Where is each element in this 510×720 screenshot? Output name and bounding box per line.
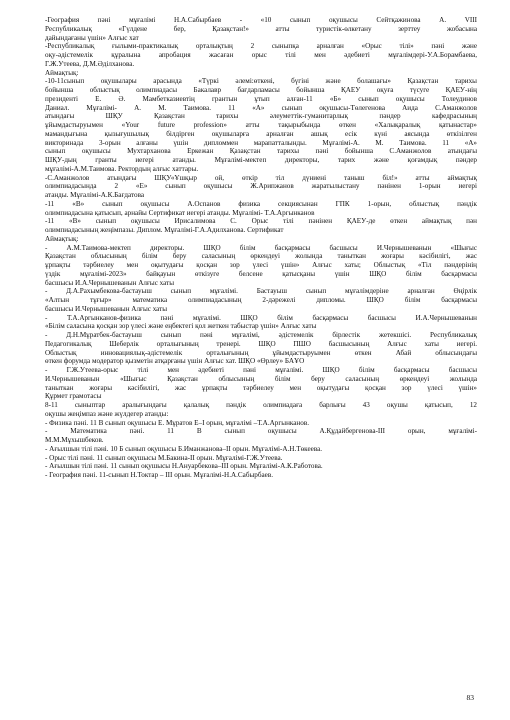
text-line: ШҚУ-дың гранты иегері атанды. Мұғалімі-мектеп директоры, тарих және қоғамдық пәндер bbox=[45, 156, 477, 164]
text-line: оқу-әдістемелік құралына апробация жасаған орыс тілі мен әдебиеті мұғалімдері-У.А.Борамбаева, bbox=[45, 51, 477, 59]
text-line: - Математика пәні. 11 В сынып оқушысы А.Құдайбергенова-III орын, мұғалімі- bbox=[45, 427, 477, 436]
text-line: өткен форумда модератор қызметін атқарғаны үшін Алғыс хат. ШҚО «Өрлеу» БАҰО bbox=[45, 357, 305, 366]
text-line: -10-11сынып оқушылары арасында «Түркі әлемі:өткені, бүгіні және болашағы» Қазақстан тарихы bbox=[45, 77, 477, 86]
text-line: Облыстық инновациялық-әдістемелік орталығының ұйымдастыруымен өткен Абай облысындағы bbox=[45, 348, 477, 357]
text-line: бойынша облыстық олимпиадасы Бакалавр бағдарламасы бойынша ҚАЕУ оқуға түсуге ҚАЕУ-нің bbox=[45, 86, 477, 94]
text-line: И.Чернышеванын «Шығыс Қазақстан облысының білім беру саласының өркендеуі жолында bbox=[45, 374, 477, 383]
text-line: таныткан жоғары кәсібилігі, жас ұрпақты тәрбиелеу мен оқытудағы қосқан зор үлесі үшін» bbox=[45, 383, 477, 392]
text-line: Аймақтық: bbox=[45, 234, 79, 243]
text-line: - Г.Ж.Утеева-орыс тілі мен әдебиеті пәні мұғалімі. ШҚО білім басқармасы басшысы bbox=[45, 366, 477, 374]
text-line: 8-11 сыныптар аралығындағы қалалық пәндік олимпиадаға барлығы 43 оқушы қатысып, 12 bbox=[45, 401, 477, 409]
text-line: Даниал. Мұғалімі- А. М. Таимова. 11 «А» сынып оқушысы-Төлегенова Аида С.Аманжолов bbox=[45, 103, 477, 112]
text-line: -11 «В» сынып оқушысы Ирисалимова С. Орыс тілі пәнінен ҚАЕУ-де өткен аймақтық пән bbox=[45, 217, 477, 226]
text-line: -11 «В» сынып оқушысы А.Оспанов физика секциясынан ГПК 1-орын, облыстық пәндік bbox=[45, 199, 477, 208]
text-line: Г.Ж.Утеева, Д.М.Әділханова. bbox=[45, 59, 135, 68]
text-line: Республикалық «Гүлдене бер, Қазақстан!» атты туристік-өлкетану зерттеу жобасына bbox=[45, 24, 477, 33]
text-line: басшысы И.А.Чернышеванын Алғыс хаты bbox=[45, 278, 175, 287]
text-line: оқушы жеңімпаз және жүлдегер атанды: bbox=[45, 409, 169, 418]
text-line: -С.Аманжолов атындағы ШҚУ«Ұшқыр ой, өткір тіл дүниені таныш біл!» атты аймақтық bbox=[45, 173, 477, 182]
text-line: дайындағаны үшін» Алғыс хат bbox=[45, 33, 139, 42]
text-line: мұғалімі-А.М.Таимова. Ректордың алғыс хаттары. bbox=[45, 164, 199, 173]
text-line: «Білім саласына қосқан зор үлесі және еңбектегі қол жеткен табыстар үшін» Алғыс хаты bbox=[45, 322, 317, 331]
text-line: - Ағылшын тілі пәні. 11 сынып оқушысы Н.Ануарбекова–III орын. Мұғалімі-А.К.Работова. bbox=[45, 462, 323, 471]
text-line: Педагогикалық Шеберлік орталығының тренері. ШҚО ПШО басшысының Алғыс хаты иегері. bbox=[45, 339, 477, 348]
text-line: Қазақстан облысының білім беру саласының өркендеуі жолында таныткан жоғары кәсібилігі, жас bbox=[45, 252, 477, 261]
text-line: Құрмет грамотасы bbox=[45, 392, 102, 401]
text-line: атанды. Мұғалімі-А.К.Бағдатова bbox=[45, 191, 145, 199]
text-line: ұйымдастыруымен «Your future profession» атты тақырыбында өткен «Халықаралық қатынастар» bbox=[45, 121, 477, 129]
text-line: Аймақтық: bbox=[45, 68, 79, 77]
text-line: олимпиадасының жеңімпазы. Диплом. Мұғалімі-Г.А.Адилханова. Сертификат bbox=[45, 226, 284, 234]
text-line: - Д.А.Рахымбекова-бастауыш сынып мұғалімі. Бастауыш сынып мұғалімдеріне арналған Өңірлік bbox=[45, 287, 477, 296]
text-line: -География пәні мұғалімі Н.А.Сабырбаев - «10 сынып оқушысы Сейтқажинова А. VIII bbox=[45, 16, 477, 24]
text-line: сынып оқушысы Мухтарханова Еркежан Қазақстан тарихы пәні бойынша С.Аманжолов атындағы bbox=[45, 147, 477, 156]
text-line: үздік мұғалімі-2023» байқауын өткізуге белсене қатысқаны үшін ШҚО білім басқармасы bbox=[45, 269, 477, 278]
text-line: басшысы И.Чернышеванын Алғыс хаты bbox=[45, 304, 168, 313]
text-line: - География пәні. 11-сынып Н.Токтар – III орын. Мұғалімі-Н.А.Сабырбаев. bbox=[45, 471, 273, 479]
text-line: атындағы ШҚУ Қазақстан тарихы әлеуметтік-гуманитарлық пәндер кафедрасының bbox=[45, 112, 477, 121]
text-line: олимпиадасында 2 «Е» сынып оқушысы Ж.Арипжанов жаратылыстану пәнінен 1-орын иегері bbox=[45, 182, 477, 191]
text-line: - Т.А.Аргынканов-физика пәні мұғалімі. ШҚО білім басқармасы басшысы И.А.Чернышеванын bbox=[45, 313, 477, 322]
page-number: 83 bbox=[466, 693, 474, 702]
text-line: олимпиадасына қатысып, арнайы Сертификат иегері атанды. Мұғалімі- Т.А.Аргынканов bbox=[45, 208, 315, 217]
text-line: - Д.Н.Мұратбек-бастауыш сынып пәні мұғалімі, әдістемелік бірлестік жетекшісі. Республикалық bbox=[45, 331, 477, 339]
text-line: - А.М.Таимова-мектеп директоры. ШҚО білім басқармасы басшысы И.Чернышеванын «Шығыс bbox=[45, 243, 477, 252]
text-line: викторинада 3-орын алғаны үшін дипломмен марапатталынды. Мұғалімі-А. М. Таимова. 11 «А» bbox=[45, 138, 477, 147]
text-line: «Алтын тұғыр» математика олимпиадасының 2-дәрежелі дипломы. ШҚО білім басқармасы bbox=[45, 296, 477, 304]
text-line: М.М.Мұхышбеков. bbox=[45, 436, 104, 444]
text-line: - Физика пәні. 11 В сынып оқушысы Е. Мұратов Е–I орын, мұғалімі –Т.А.Аргынканов. bbox=[45, 418, 309, 427]
text-line: ұрпақты тәрбиелеу мен оқытудағы қосқан зор үлесі үшін» Алғыс хаты; Облыстық «Тіл пәндерінің bbox=[45, 261, 477, 269]
text-line: президенті Е. Ә. Мамбетказиевтің грантын ұтып алған-11 «Б» сынып оқушысы Толеудинов bbox=[45, 94, 477, 103]
document-body bbox=[45, 16, 477, 480]
text-line: -Республикалық ғылыми-практикалық орталықтың 2 сыныпқа арналған «Орыс тілі» пәні және bbox=[45, 42, 477, 51]
text-line: - Орыс тілі пәні. 11 сынып оқушысы М.Бакина-II орын. Мұғалімі-Г.Ж.Утеева. bbox=[45, 453, 283, 462]
text-line: мамандығына қызығушылық білдірген оқушыларға арналған ашық есік күні аясында өткізілген bbox=[45, 129, 477, 138]
text-line: - Ағылшын тілі пәні. 10 Б сынып оқушысы Б.Иманжанова–II орын. Мұғалімі-А.Н.Төкеева. bbox=[45, 444, 323, 453]
